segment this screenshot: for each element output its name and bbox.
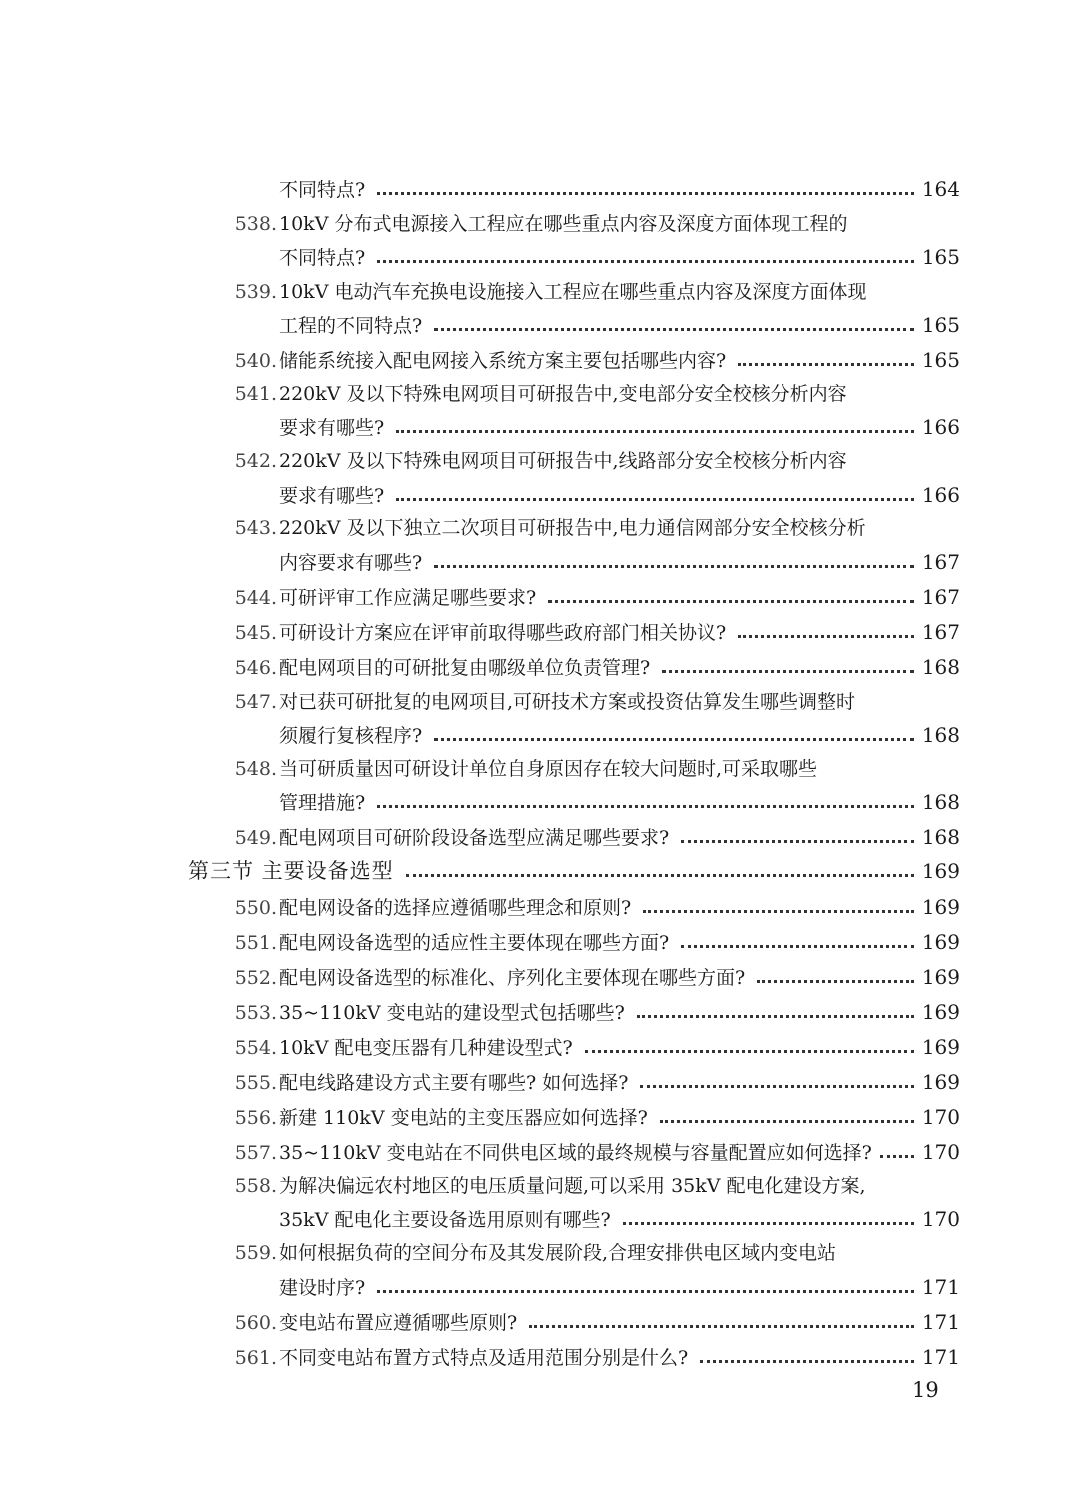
entry-number: 544.: [234, 587, 277, 609]
dot-leader: [757, 980, 914, 983]
entry-number: 546.: [234, 657, 277, 679]
entry-text: 35~110kV 变电站的建设型式包括哪些?: [279, 1002, 625, 1024]
entry-number: 561.: [234, 1347, 277, 1369]
entry-text: 储能系统接入配电网接入系统方案主要包括哪些内容?: [279, 350, 727, 372]
toc-line: [230, 618, 960, 646]
toc-line: [230, 278, 960, 306]
entry-number: 552.: [234, 967, 277, 989]
entry-text: 配电网项目可研阶段设备选型应满足哪些要求?: [279, 827, 670, 849]
entry-text: 可研评审工作应满足哪些要求?: [279, 587, 537, 609]
dot-leader: [700, 1360, 914, 1363]
entry-page: 170: [921, 1207, 960, 1231]
entry-number: 560.: [234, 1312, 277, 1334]
dot-leader: [377, 260, 914, 263]
entry-text: 配电网设备选型的标准化、序列化主要体现在哪些方面?: [279, 967, 746, 989]
entry-page: 169: [921, 1070, 960, 1094]
entry-text: 不同特点?: [279, 247, 366, 269]
entry-text: 须履行复核程序?: [279, 725, 423, 747]
entry-text: 10kV 电动汽车充换电设施接入工程应在哪些重点内容及深度方面体现: [279, 281, 867, 303]
toc-line: [230, 380, 960, 408]
dot-leader: [396, 498, 914, 501]
dot-leader: [434, 565, 914, 568]
dot-leader: [396, 430, 914, 433]
entry-text: 对已获可研批复的电网项目,可研技术方案或投资估算发生哪些调整时: [279, 691, 856, 713]
toc-line: [230, 823, 960, 851]
dot-leader: [640, 1085, 914, 1088]
toc-line: [230, 311, 960, 339]
entry-text: 为解决偏远农村地区的电压质量问题,可以采用 35kV 配电化建设方案,: [279, 1175, 866, 1197]
section-heading: [188, 857, 960, 885]
entry-page: 170: [921, 1140, 960, 1164]
toc-line: [230, 481, 960, 509]
dot-leader: [637, 1015, 914, 1018]
entry-number: 551.: [234, 932, 277, 954]
entry-text: 新建 110kV 变电站的主变压器应如何选择?: [279, 1107, 648, 1129]
toc-line: [230, 788, 960, 816]
dot-leader: [643, 910, 914, 913]
entry-number: 559.: [234, 1242, 277, 1264]
dot-leader: [738, 635, 914, 638]
entry-text: 配电网项目的可研批复由哪级单位负责管理?: [279, 657, 651, 679]
toc-line: [230, 998, 960, 1026]
dot-leader: [377, 192, 914, 195]
entry-text: 220kV 及以下独立二次项目可研报告中,电力通信网部分安全校核分析: [279, 517, 866, 539]
entry-text: 不同特点?: [279, 179, 366, 201]
toc-line: [230, 346, 960, 374]
entry-text: 管理措施?: [279, 792, 366, 814]
entry-page: 171: [921, 1310, 960, 1334]
entry-text: 可研设计方案应在评审前取得哪些政府部门相关协议?: [279, 622, 727, 644]
entry-page: 165: [921, 348, 960, 372]
entry-page: 168: [921, 790, 960, 814]
dot-leader: [681, 840, 914, 843]
entry-page: 169: [921, 1035, 960, 1059]
toc-line: [230, 548, 960, 576]
entry-number: 555.: [234, 1072, 277, 1094]
dot-leader: [681, 945, 914, 948]
entry-number: 543.: [234, 517, 277, 539]
dot-leader: [548, 600, 914, 603]
entry-page: 169: [921, 965, 960, 989]
entry-page: 169: [921, 1000, 960, 1024]
entry-text: 配电网设备选型的适应性主要体现在哪些方面?: [279, 932, 670, 954]
entry-number: 550.: [234, 897, 277, 919]
entry-text: 不同变电站布置方式特点及适用范围分别是什么?: [279, 1347, 689, 1369]
dot-leader: [377, 805, 914, 808]
entry-text: 要求有哪些?: [279, 417, 385, 439]
toc-line: [230, 243, 960, 271]
dot-leader: [529, 1325, 914, 1328]
toc-line: [230, 583, 960, 611]
page-number: 19: [912, 1378, 939, 1402]
entry-number: 540.: [234, 350, 277, 372]
toc-line: [230, 1308, 960, 1336]
entry-text: 配电网设备的选择应遵循哪些理念和原则?: [279, 897, 632, 919]
entry-text: 工程的不同特点?: [279, 315, 423, 337]
entry-text: 要求有哪些?: [279, 485, 385, 507]
entry-page: 164: [921, 177, 960, 201]
entry-page: 167: [921, 550, 960, 574]
entry-number: 558.: [234, 1175, 277, 1197]
entry-page: 171: [921, 1345, 960, 1369]
entry-text: 当可研质量因可研设计单位自身原因存在较大问题时,可采取哪些: [279, 758, 818, 780]
toc-line: [230, 928, 960, 956]
toc-line: [230, 514, 960, 542]
dot-leader: [585, 1050, 914, 1053]
entry-text: 变电站布置应遵循哪些原则?: [279, 1312, 518, 1334]
entry-page: 169: [921, 895, 960, 919]
section-title: 第三节 主要设备选型: [188, 859, 394, 883]
toc-line: [230, 1103, 960, 1131]
toc-line: [230, 1205, 960, 1233]
toc-line: [230, 688, 960, 716]
toc-line: [230, 721, 960, 749]
entry-page: 167: [921, 620, 960, 644]
toc-line: [230, 1273, 960, 1301]
entry-number: 538.: [234, 213, 277, 235]
toc-line: [230, 755, 960, 783]
entry-page: 167: [921, 585, 960, 609]
entry-number: 539.: [234, 281, 277, 303]
entry-text: 220kV 及以下特殊电网项目可研报告中,变电部分安全校核分析内容: [279, 383, 847, 405]
toc-line: [230, 413, 960, 441]
entry-number: 542.: [234, 450, 277, 472]
entry-page: 169: [921, 930, 960, 954]
toc-line: [230, 653, 960, 681]
toc-line: [230, 963, 960, 991]
entry-text: 10kV 配电变压器有几种建设型式?: [279, 1037, 573, 1059]
dot-leader: [662, 670, 914, 673]
toc-line: [230, 1343, 960, 1371]
dot-leader: [434, 738, 914, 741]
entry-number: 548.: [234, 758, 277, 780]
toc-line: [230, 175, 960, 203]
dot-leader: [738, 363, 914, 366]
entry-number: 553.: [234, 1002, 277, 1024]
entry-page: 168: [921, 825, 960, 849]
entry-number: 554.: [234, 1037, 277, 1059]
toc-line: [230, 1033, 960, 1061]
toc-line: [230, 1239, 960, 1267]
entry-number: 549.: [234, 827, 277, 849]
entry-page: 165: [921, 245, 960, 269]
entry-page: 165: [921, 313, 960, 337]
entry-text: 220kV 及以下特殊电网项目可研报告中,线路部分安全校核分析内容: [279, 450, 847, 472]
entry-number: 541.: [234, 383, 277, 405]
entry-text: 10kV 分布式电源接入工程应在哪些重点内容及深度方面体现工程的: [279, 213, 848, 235]
entry-page: 170: [921, 1105, 960, 1129]
entry-page: 171: [921, 1275, 960, 1299]
entry-number: 557.: [234, 1142, 277, 1164]
toc-line: [230, 210, 960, 238]
entry-page: 166: [921, 483, 960, 507]
entry-text: 35~110kV 变电站在不同供电区域的最终规模与容量配置应如何选择?: [279, 1142, 872, 1164]
entry-page: 168: [921, 723, 960, 747]
dot-leader: [880, 1155, 914, 1158]
entry-page: 166: [921, 415, 960, 439]
dot-leader: [660, 1120, 914, 1123]
entry-text: 配电线路建设方式主要有哪些? 如何选择?: [279, 1072, 629, 1094]
toc-line: [230, 893, 960, 921]
toc-line: [230, 1068, 960, 1096]
entry-text: 内容要求有哪些?: [279, 552, 423, 574]
dot-leader: [623, 1222, 914, 1225]
entry-text: 如何根据负荷的空间分布及其发展阶段,合理安排供电区域内变电站: [279, 1242, 837, 1264]
toc-line: [230, 1172, 960, 1200]
dot-leader: [377, 1290, 914, 1293]
entry-page: 169: [921, 859, 960, 883]
entry-number: 545.: [234, 622, 277, 644]
entry-number: 556.: [234, 1107, 277, 1129]
entry-page: 168: [921, 655, 960, 679]
dot-leader: [406, 874, 914, 877]
entry-text: 35kV 配电化主要设备选用原则有哪些?: [279, 1209, 611, 1231]
dot-leader: [434, 328, 914, 331]
toc-line: [230, 1138, 960, 1166]
toc-line: [230, 447, 960, 475]
entry-number: 547.: [234, 691, 277, 713]
entry-text: 建设时序?: [279, 1277, 366, 1299]
